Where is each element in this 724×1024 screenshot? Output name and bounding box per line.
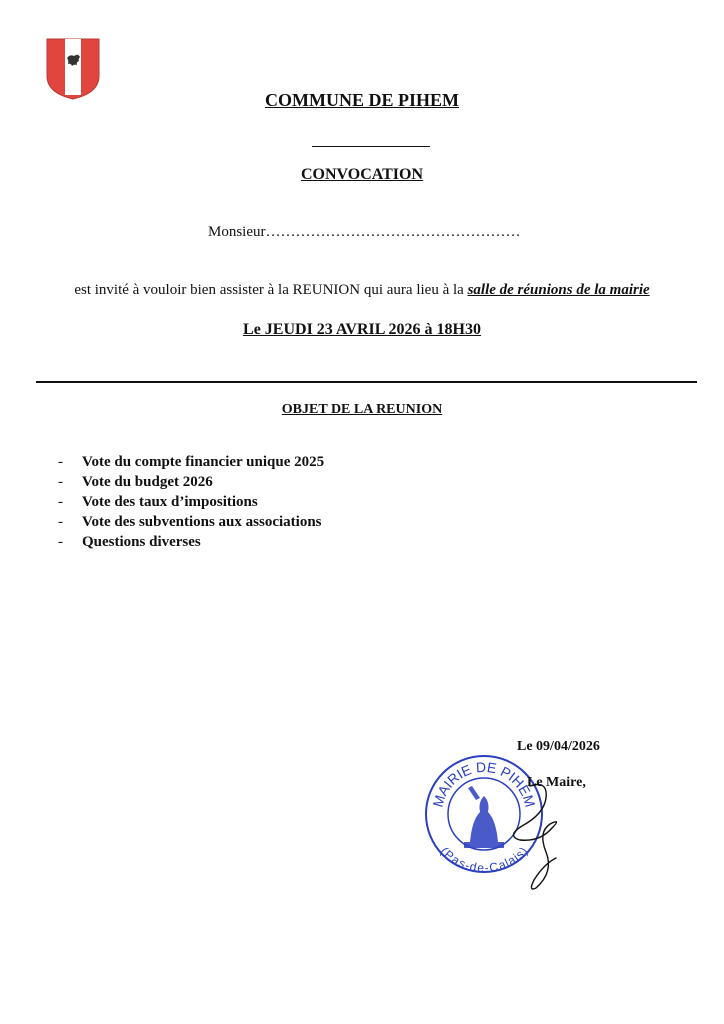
list-dash: -	[58, 474, 63, 490]
agenda-item: - Vote des taux d’impositions	[58, 494, 258, 510]
section-divider	[36, 381, 697, 383]
signature-role: Le Maire,	[527, 775, 586, 790]
list-dash: -	[58, 534, 63, 550]
stamp-bottom-text: (Pas-de-Calais)	[437, 844, 531, 876]
invitation-line	[0, 282, 724, 299]
signature-date: Le 09/04/2026	[517, 739, 600, 754]
list-dash: -	[58, 454, 63, 470]
list-dash: -	[58, 494, 63, 510]
page-title: COMMUNE DE PIHEM	[265, 90, 459, 110]
list-dash: -	[58, 514, 63, 530]
agenda-item: - Questions diverses	[58, 534, 201, 550]
agenda-item: - Vote du budget 2026	[58, 474, 213, 490]
agenda-item: - Vote du compte financier unique 2025	[58, 454, 325, 470]
agenda-item: - Vote des subventions aux associations	[58, 514, 322, 530]
agenda-list	[58, 452, 324, 552]
agenda-heading: OBJET DE LA REUNION	[281, 402, 443, 417]
recipient-line	[208, 224, 521, 241]
meeting-date: Le JEUDI 23 AVRIL 2026 à 18H30	[243, 321, 481, 338]
mayor-signature	[500, 780, 580, 892]
stamp-top-text: MAIRIE DE PIHEM	[429, 758, 539, 809]
invitation-text: est invité à vouloir bien assister à la REUNION qui aura lieu à la	[74, 282, 464, 298]
recipient-salutation: Monsieur	[208, 224, 266, 240]
meeting-place: salle de réunions de la mairie	[467, 282, 650, 298]
recipient-blank: ……………………………………………	[265, 224, 521, 240]
document-type: CONVOCATION	[300, 166, 424, 183]
title-divider	[312, 146, 430, 147]
